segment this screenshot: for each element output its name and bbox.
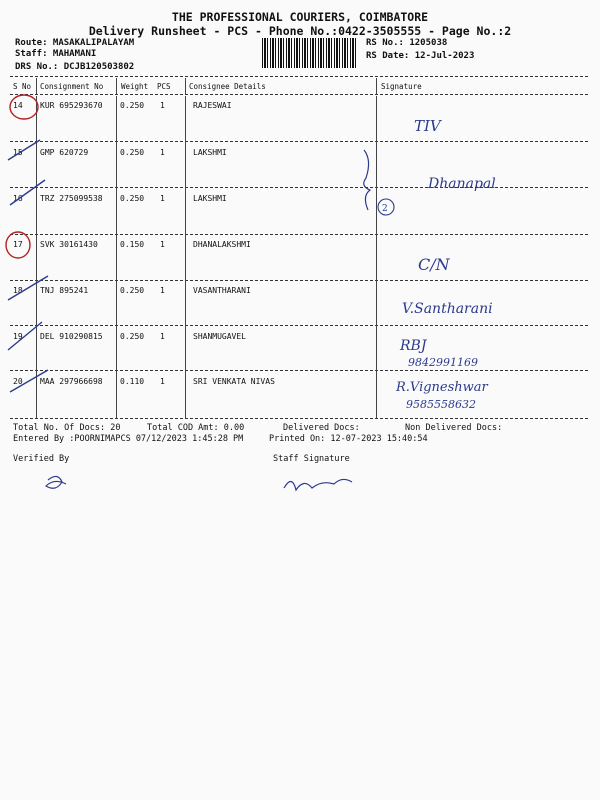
row-consignee: SHANMUGAVEL	[193, 332, 246, 341]
row-consignment: KUR 695293670	[40, 101, 103, 110]
total-cod: Total COD Amt: 0.00	[147, 423, 245, 433]
row-consignee: DHANALAKSHMI	[193, 240, 251, 249]
verified-by-label: Verified By	[13, 454, 70, 464]
row-weight: 0.250	[120, 286, 145, 295]
brace-mark	[364, 150, 370, 210]
row-pcs: 1	[160, 148, 165, 157]
row-weight: 0.250	[120, 332, 145, 341]
row19-signature: RBJ	[400, 338, 427, 354]
col-header-weight: Weight	[121, 82, 149, 91]
non-delivered-docs: Non Delivered Docs:	[405, 423, 503, 433]
row-consignee: LAKSHMI	[193, 194, 227, 203]
row-consignee: SRI VENKATA NIVAS	[193, 377, 275, 386]
row-pcs: 1	[160, 240, 165, 249]
row-sno: 18	[13, 286, 23, 295]
row19-phone: 9842991169	[408, 356, 478, 369]
row18-signature: V.Santharani	[402, 301, 493, 317]
row20-signature: R.Vigneshwar	[396, 380, 488, 395]
row-weight: 0.110	[120, 377, 145, 386]
entered-by: Entered By :POORNIMAPCS 07/12/2023 1:45:28 PM	[13, 434, 244, 444]
row-pcs: 1	[160, 332, 165, 341]
row-weight: 0.250	[120, 101, 145, 110]
row-consignee: RAJESWAI	[193, 101, 232, 110]
row-pcs: 1	[160, 194, 165, 203]
row-sno: 15	[13, 148, 23, 157]
tick-stroke	[8, 322, 42, 350]
row-pcs: 1	[160, 377, 165, 386]
row-weight: 0.150	[120, 240, 145, 249]
row-pcs: 1	[160, 101, 165, 110]
row14-signature: TIV	[414, 117, 441, 135]
tick-stroke	[8, 140, 40, 160]
row-weight: 0.250	[120, 148, 145, 157]
row-consignment: SVK 30161430	[40, 240, 98, 249]
verifier-signature	[46, 476, 66, 488]
row-consignment: TRZ 275099538	[40, 194, 103, 203]
row-sno: 17	[13, 240, 23, 249]
row16-signature: Dhanapal	[428, 176, 496, 192]
row-pcs: 1	[160, 286, 165, 295]
company-title: THE PROFESSIONAL COURIERS, COIMBATORE	[171, 10, 429, 24]
row-sno: 14	[13, 101, 23, 110]
drs-number: DRS No.: DCJB120503802	[15, 62, 135, 72]
circle-two-text: 2	[382, 204, 388, 214]
row17-signature: C/N	[418, 255, 450, 274]
col-header-consignee: Consignee Details	[189, 82, 266, 91]
staff-signature-label: Staff Signature	[273, 454, 350, 464]
row-sno: 19	[13, 332, 23, 341]
row-consignment: TNJ 895241	[40, 286, 89, 295]
rs-date: RS Date: 12-Jul-2023	[366, 51, 475, 61]
col-header-pcs: PCS	[157, 82, 171, 91]
row-weight: 0.250	[120, 194, 145, 203]
red-circle-mark	[10, 95, 38, 119]
staff-label: Staff: MAHAMANI	[15, 49, 97, 59]
red-circle-mark	[6, 232, 30, 258]
row20-phone: 9585558632	[406, 398, 476, 411]
runsheet-subtitle: Delivery Runsheet - PCS - Phone No.:0422-3505555 - Page No.:2	[88, 24, 512, 38]
row-sno: 20	[13, 377, 23, 386]
row-consignee: LAKSHMI	[193, 148, 227, 157]
col-header-sno: S No	[13, 82, 32, 91]
row-sno: 16	[13, 194, 23, 203]
rs-number: RS No.: 1205038	[366, 38, 448, 48]
tick-stroke	[10, 370, 48, 392]
col-header-consignment: Consignment No	[40, 82, 104, 91]
staff-signature-mark	[284, 479, 352, 490]
delivered-docs: Delivered Docs:	[283, 423, 360, 433]
row-consignment: DEL 910290815	[40, 332, 103, 341]
row-consignment: GMP 620729	[40, 148, 89, 157]
col-header-signature: Signature	[381, 82, 422, 91]
row-consignment: MAA 297966698	[40, 377, 103, 386]
total-docs: Total No. Of Docs: 20	[13, 423, 121, 433]
row-consignee: VASANTHARANI	[193, 286, 251, 295]
tick-stroke	[8, 276, 48, 300]
tick-stroke	[10, 180, 45, 205]
printed-on: Printed On: 12-07-2023 15:40:54	[269, 434, 428, 444]
route-label: Route: MASAKALIPALAYAM	[15, 38, 135, 48]
